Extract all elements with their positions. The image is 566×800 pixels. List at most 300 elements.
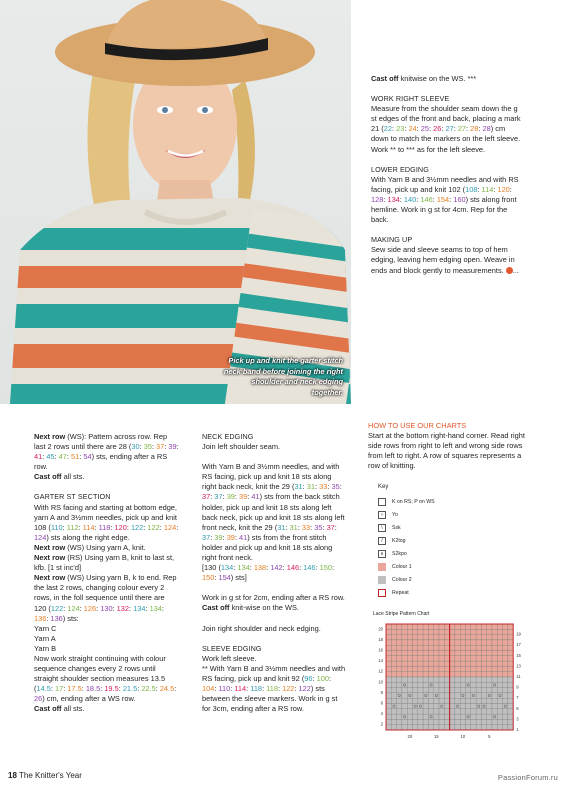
heading-work-right-sleeve: WORK RIGHT SLEEVE (371, 94, 450, 104)
chart-row-label: 15 (516, 652, 521, 658)
chart-cell (471, 629, 476, 634)
magazine-name: The Knitter's Year (18, 771, 82, 780)
chart-cell (402, 656, 407, 661)
chart-cell (397, 661, 402, 666)
size-num: 26 (34, 694, 43, 704)
chart-cell (391, 682, 396, 687)
size-num: 150 (319, 563, 332, 573)
chart-cell (508, 725, 513, 730)
chart-cell (508, 698, 513, 703)
chart-cell (413, 677, 418, 682)
chart-cell (471, 709, 476, 714)
chart-cell (460, 719, 465, 724)
chart-cell (386, 635, 391, 640)
chart-cell (476, 719, 481, 724)
chart-cell (402, 693, 407, 698)
chart-cell (423, 698, 428, 703)
chart-cell (413, 709, 418, 714)
chart-cell (450, 656, 455, 661)
chart-cell (460, 709, 465, 714)
chart-cell (439, 682, 444, 687)
size-num: 150 (202, 573, 215, 583)
chart-cell (471, 719, 476, 724)
chart-cell (492, 661, 497, 666)
chart-cell (418, 725, 423, 730)
chart-cell (497, 693, 502, 698)
size-num: 122 (147, 522, 160, 532)
chart-cell (434, 725, 439, 730)
chart-cell (503, 693, 508, 698)
chart-cell (492, 719, 497, 724)
chart-cell (492, 656, 497, 661)
chart-cell (455, 672, 460, 677)
chart-cell (492, 666, 497, 671)
key-item (378, 495, 498, 508)
chart-cell (391, 714, 396, 719)
chart-cell (434, 672, 439, 677)
chart-cell (450, 651, 455, 656)
chart-cell (450, 719, 455, 724)
chart-cell (481, 661, 486, 666)
size-num: 122 (50, 603, 64, 613)
chart-cell (428, 698, 433, 703)
chart-cell (413, 666, 418, 671)
key-list (378, 495, 498, 599)
watermark: PassionForum.ru (497, 773, 558, 782)
chart-cell (428, 677, 433, 682)
chart-cell (481, 704, 486, 709)
chart-cell (386, 624, 391, 629)
chart-cell (481, 698, 486, 703)
chart-cell (397, 704, 402, 709)
chart-cell (455, 651, 460, 656)
text: Work in g st for 2cm, ending after a RS row. (202, 593, 345, 603)
chart-cell (492, 682, 497, 687)
size-num: 112 (66, 522, 79, 532)
chart-cell (471, 651, 476, 656)
chart-cell (397, 651, 402, 656)
chart-cell (471, 672, 476, 677)
chart-cell (423, 629, 428, 634)
chart-cell (503, 645, 508, 650)
text: ) sts, ending after a RS row. (34, 452, 168, 472)
chart-cell (423, 635, 428, 640)
text: (RS) Using yarn B, knit to last st, kfb. [1 st inc'd] (34, 553, 175, 573)
key-swatch-icon (378, 498, 386, 506)
chart-row-label: 20 (378, 626, 383, 632)
chart-cell (466, 661, 471, 666)
key-swatch-icon (378, 589, 386, 597)
chart-cell (450, 629, 455, 634)
size-num: 26 (433, 124, 442, 134)
chart-cell (413, 656, 418, 661)
cast-off-text: knitwise on the WS. *** (398, 74, 477, 83)
size-num: 138 (253, 563, 267, 573)
chart-cell (386, 714, 391, 719)
heading-how-to-use-charts: HOW TO USE OUR CHARTS (368, 421, 467, 430)
chart-cell (413, 640, 418, 645)
chart-svg (373, 620, 538, 755)
chart-cell (503, 704, 508, 709)
chart-cell (434, 645, 439, 650)
chart-cell (407, 709, 412, 714)
chart-cell (407, 672, 412, 677)
chart-cell (476, 645, 481, 650)
chart-cell (386, 709, 391, 714)
chart-cell (481, 645, 486, 650)
chart-cell (428, 693, 433, 698)
next-row-bold: Next row (34, 573, 66, 583)
photo-caption: Pick up and knit the garter stitch neck band before joining the right shoulder and neck edging together. (223, 356, 343, 397)
chart-cell (402, 698, 407, 703)
chart-cell (503, 656, 508, 661)
wrs-text-b: ) cm down to match the markers on the left sleeve. Work ** to *** as for the left sleeve. (371, 124, 521, 154)
chart-cell (508, 624, 513, 629)
chart-cell (508, 661, 513, 666)
chart-cell (386, 677, 391, 682)
chart-cell (476, 672, 481, 677)
chart-cell (397, 719, 402, 724)
next-row-bold: Next row (34, 432, 66, 441)
chart-cell (386, 666, 391, 671)
chart-cell (418, 661, 423, 666)
size-num: 39 (168, 442, 177, 452)
chart-cell (481, 629, 486, 634)
chart-cell (503, 677, 508, 682)
pattern-photo (0, 0, 351, 404)
chart-cell (439, 704, 444, 709)
chart-cell (455, 629, 460, 634)
chart-col-label: 5 (488, 734, 491, 739)
next-row-2 (34, 553, 179, 573)
chart-cell (428, 725, 433, 730)
chart-cell (508, 688, 513, 693)
chart-cell (402, 704, 407, 709)
chart-cell (439, 709, 444, 714)
size-num: 120 (497, 184, 510, 194)
chart-cell (508, 645, 513, 650)
chart-cell (497, 656, 502, 661)
chart-cell (444, 672, 449, 677)
size-num: 14.5 (36, 684, 51, 694)
chart-cell (439, 725, 444, 730)
chart-cell (418, 688, 423, 693)
size-num: 122 (282, 683, 295, 693)
chart-cell (460, 635, 465, 640)
chart-cell (428, 645, 433, 650)
chart-cell (413, 672, 418, 677)
size-num: 39 (226, 532, 235, 542)
chart-cell (413, 624, 418, 629)
chart-cell (487, 709, 492, 714)
size-num: 142 (270, 563, 283, 573)
size-num: 132 (116, 603, 130, 613)
chart-cell (466, 672, 471, 677)
chart-cell (466, 645, 471, 650)
chart-cell (492, 624, 497, 629)
chart-cell (391, 666, 396, 671)
column-1 (34, 432, 179, 715)
chart-cell (455, 725, 460, 730)
chart-cell (418, 704, 423, 709)
chart-cell (481, 693, 486, 698)
chart-cell (497, 640, 502, 645)
chart-cell (386, 651, 391, 656)
chart-cell (439, 651, 444, 656)
chart-cell (407, 651, 412, 656)
text: With RS facing and starting at bottom edge, yarn A and 3½mm needles, pick up and knit 108 ( (34, 502, 177, 532)
chart-cell (460, 656, 465, 661)
chart-cell (476, 688, 481, 693)
size-num: 146 (303, 563, 316, 573)
chart-cell (444, 714, 449, 719)
chart-cell (492, 677, 497, 682)
chart-cell (407, 698, 412, 703)
chart-cell (503, 688, 508, 693)
chart-cell (503, 682, 508, 687)
chart-cell (450, 709, 455, 714)
key-item (378, 508, 498, 521)
chart-cell (418, 629, 423, 634)
chart-cell (497, 666, 502, 671)
chart-cell (413, 704, 418, 709)
size-num: 136 (34, 613, 47, 623)
chart-cell (487, 635, 492, 640)
chart-cell (455, 656, 460, 661)
chart-cell (428, 672, 433, 677)
heading-lower-edging: LOWER EDGING (371, 164, 429, 174)
chart-cell (503, 640, 508, 645)
text: ) sts from the front stitch holder and pick up and knit 18 sts along right front neck. (202, 532, 333, 563)
size-num: 118 (250, 683, 263, 693)
chart-cell (492, 714, 497, 719)
size-num: 37 (156, 442, 165, 452)
page-footer (8, 771, 82, 780)
chart-cell (508, 651, 513, 656)
chart-cell (492, 693, 497, 698)
chart-row-label: 4 (380, 711, 383, 717)
size-num: 31 (294, 482, 303, 492)
chart-cell (481, 624, 486, 629)
sleeve-text-2: ** With Yarn B and 3½mm needles and with RS facing, pick up and knit 92 (96: 100: 104: 110: 114: 118: 118: 122: 122) sts between the sleeve markers. Work in g st for 3cm, ending after a RS row. (202, 663, 346, 714)
chart-cell (497, 624, 502, 629)
chart-cell (423, 661, 428, 666)
size-num: 130 (100, 603, 113, 613)
le-text-a: With Yarn B and 3½mm needles and with RS facing, pick up and knit 102 ( (371, 174, 519, 194)
size-num: 110 (218, 683, 231, 693)
chart-row-label: 7 (516, 695, 519, 701)
chart-row-label: 3 (516, 716, 519, 722)
chart-cell (487, 672, 492, 677)
chart-cell (487, 698, 492, 703)
size-num: 27 (457, 124, 467, 134)
chart-cell (413, 693, 418, 698)
size-num: 160 (453, 194, 466, 204)
chart-cell (423, 704, 428, 709)
chart-cell (466, 709, 471, 714)
text: Now work straight continuing with colour sequence changes every 2 rows until straight shoulder section measures 13.5 ( (34, 653, 166, 694)
key-title: Key (378, 484, 389, 490)
chart-cell (487, 725, 492, 730)
chart-cell (508, 629, 513, 634)
chart-cell (481, 666, 486, 671)
chart-cell (508, 704, 513, 709)
chart-cell (439, 698, 444, 703)
neck-text-1: Join left shoulder seam. (202, 442, 281, 452)
text: all sts. (61, 472, 85, 482)
work-right-sleeve-text: Measure from the shoulder seam down the g st edges of the front and back, placing a mark 21 (22: 23: 24: 25: 26: 27: 27: 28: 28) cm down to match the markers on the left sleeve. Work ** to *** as for the left sleeve. (371, 104, 521, 154)
chart-cell (503, 629, 508, 634)
chart-cell (407, 682, 412, 687)
chart-cell (418, 698, 423, 703)
chart-cell (418, 656, 423, 661)
chart-cell (434, 629, 439, 634)
chart-cell (503, 661, 508, 666)
chart-cell (492, 725, 497, 730)
chart-cell (444, 688, 449, 693)
size-num: 146 (286, 563, 300, 573)
chart-cell (487, 688, 492, 693)
key-item (378, 560, 498, 573)
chart-cell (418, 645, 423, 650)
size-num: 114 (82, 522, 95, 532)
key-label: Colour 2 (392, 576, 412, 583)
chart-cell (397, 725, 402, 730)
chart-cell (418, 651, 423, 656)
chart-cell (428, 629, 433, 634)
key-label: S2kpo (392, 550, 407, 557)
chart-cell (391, 640, 396, 645)
chart-cell (497, 725, 502, 730)
key-item (378, 534, 498, 547)
text: With Yarn B and 3½mm needles, and with RS facing, pick up and knit 18 sts along right back neck, knit the 29 ( (202, 462, 340, 492)
size-num: 21.5 (122, 684, 138, 694)
chart-key (378, 484, 498, 599)
size-num: 134 (133, 603, 146, 613)
chart-row-label: 1 (516, 727, 519, 732)
chart-cell (434, 682, 439, 687)
cast-off-bold: Cast off (34, 472, 62, 482)
chart-cell (471, 640, 476, 645)
chart-cell (476, 693, 481, 698)
chart-cell (503, 714, 508, 719)
chart-cell (397, 682, 402, 687)
chart-cell (407, 719, 412, 724)
size-num: 33 (301, 522, 311, 532)
chart-cell (434, 677, 439, 682)
chart-cell (386, 629, 391, 634)
chart-cell (487, 666, 492, 671)
chart-cell (450, 682, 455, 687)
chart-cell (444, 635, 449, 640)
chart-cell (492, 640, 497, 645)
chart-cell (397, 629, 402, 634)
chart-cell (481, 677, 486, 682)
chart-cell (481, 651, 486, 656)
chart-cell (439, 677, 444, 682)
chart-cell (391, 624, 396, 629)
key-label: Ssk (392, 524, 401, 531)
chart-cell (460, 651, 465, 656)
next-row-1 (34, 543, 179, 553)
size-num: 154 (218, 573, 231, 583)
chart-cell (386, 672, 391, 677)
size-num: 39 (239, 492, 248, 502)
chart-cell (418, 640, 423, 645)
chart-cell (497, 661, 502, 666)
model-photo-illustration (0, 0, 351, 404)
key-label: Colour 1 (392, 563, 412, 570)
chart-cell (439, 688, 444, 693)
chart-cell (471, 645, 476, 650)
chart-cell (439, 624, 444, 629)
chart-cell (402, 677, 407, 682)
chart-cell (450, 693, 455, 698)
chart-cell (497, 635, 502, 640)
chart-cell (503, 725, 508, 730)
chart-cell (402, 688, 407, 693)
size-num: 134 (149, 603, 162, 613)
chart-cell (476, 640, 481, 645)
chart-cell (386, 704, 391, 709)
chart-cell (492, 651, 497, 656)
chart-cell (418, 624, 423, 629)
chart-cell (434, 704, 439, 709)
chart-cell (460, 698, 465, 703)
page-number: 18 (8, 771, 17, 780)
chart-cell (460, 688, 465, 693)
cast-off-paragraph (371, 74, 521, 84)
key-swatch-icon (378, 563, 386, 571)
chart-cell (428, 640, 433, 645)
chart-cell (444, 719, 449, 724)
chart-cell (503, 709, 508, 714)
chart-cell (450, 688, 455, 693)
chart-row-label: 5 (516, 705, 519, 711)
chart-cell (466, 629, 471, 634)
chart-cell (397, 688, 402, 693)
chart-cell (439, 645, 444, 650)
chart-cell (481, 640, 486, 645)
chart-cell (497, 682, 502, 687)
chart-cell (481, 656, 486, 661)
chart-col-label: 10 (460, 734, 466, 739)
chart-cell (455, 661, 460, 666)
cast-off-bold: Cast off (371, 74, 399, 83)
chart-cell (428, 714, 433, 719)
size-num: 35 (331, 482, 340, 492)
chart-cell (471, 714, 476, 719)
chart-cell (481, 719, 486, 724)
chart-cell (439, 629, 444, 634)
chart-cell (391, 698, 396, 703)
size-num: 24.5 (159, 684, 175, 694)
text: ) sts] (230, 573, 247, 583)
chart-cell (386, 645, 391, 650)
chart-cell (428, 666, 433, 671)
chart-cell (391, 688, 396, 693)
chart-cell (402, 640, 407, 645)
chart-cell (402, 682, 407, 687)
chart-cell (471, 656, 476, 661)
chart-cell (428, 624, 433, 629)
heading-making-up: MAKING UP (371, 235, 413, 245)
chart-cell (402, 661, 407, 666)
chart-cell (397, 698, 402, 703)
size-num: 33 (319, 482, 328, 492)
chart-cell (391, 693, 396, 698)
chart-cell (508, 672, 513, 677)
